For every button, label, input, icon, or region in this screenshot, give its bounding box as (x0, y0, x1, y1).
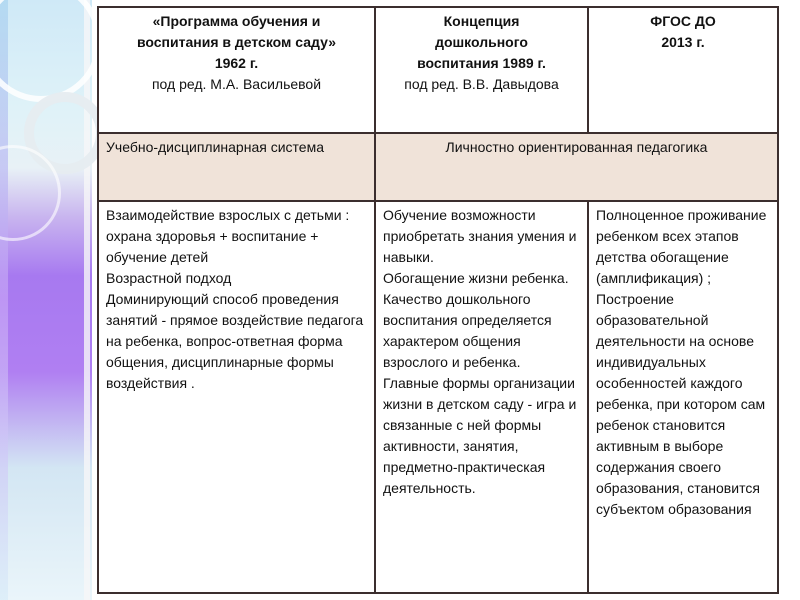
content-paragraph: Главные формы организации жизни в детском саду - игра и связанные с ней формы активности, занятия, предметно-практическая деятельность. (383, 375, 577, 496)
header-title-line: Концепция (443, 13, 520, 29)
content-paragraph: Обогащение жизни ребенка. (383, 270, 569, 286)
header-title-line: 1962 г. (214, 55, 259, 71)
header-fgos-2013 (588, 7, 778, 133)
content-paragraph: Взаимодействие взрослых с детьми : охрана здоровья + воспитание + обучение детей (106, 207, 350, 265)
header-1989 (375, 7, 588, 133)
content-paragraph: Построение образовательной деятельности на основе индивидуальных особенностей каждого ребенка, при котором сам ребенок становится активным в выборе содержания своего образования, становится субъектом образования (596, 291, 766, 517)
system-person-oriented: Личностно ориентированная педагогика (375, 133, 778, 201)
content-paragraph: Качество дошкольного воспитания определяется характером общения взрослого и ребенка. (383, 291, 552, 370)
system-disciplinary: Учебно-дисциплинарная система (98, 133, 375, 201)
comparison-table (97, 6, 779, 594)
content-1962 (98, 201, 375, 593)
header-1962 (98, 7, 375, 133)
header-editor: под ред. В.В. Давыдова (404, 76, 559, 92)
decorative-strip (84, 0, 90, 600)
header-title-line: 2013 г. (661, 34, 705, 50)
system-row (98, 133, 778, 201)
header-title-line: воспитания 1989 г. (417, 55, 546, 71)
content-paragraph: Доминирующий способ проведения занятий - прямое воздействие педагога на ребенка, вопрос-ответная форма общения, дисциплинарные формы воздействия . (106, 291, 364, 391)
header-editor: под ред. М.А. Васильевой (151, 76, 322, 92)
content-paragraph: Полноценное проживание ребенком всех этапов детства обогащение (амплификация) ; (596, 207, 767, 286)
header-title-line: ФГОС ДО (650, 13, 716, 29)
content-1989 (375, 201, 588, 593)
header-title-line: дошкольного (435, 34, 528, 50)
content-fgos (588, 201, 778, 593)
header-title-line: воспитания в детском саду» (136, 34, 336, 50)
header-title-line: «Программа обучения и (152, 13, 321, 29)
header-row (98, 7, 778, 133)
content-paragraph: Обучение возможности приобретать знания умения и навыки. (383, 207, 577, 265)
content-paragraph: Возрастной подход (106, 270, 232, 286)
content-row (98, 201, 778, 593)
